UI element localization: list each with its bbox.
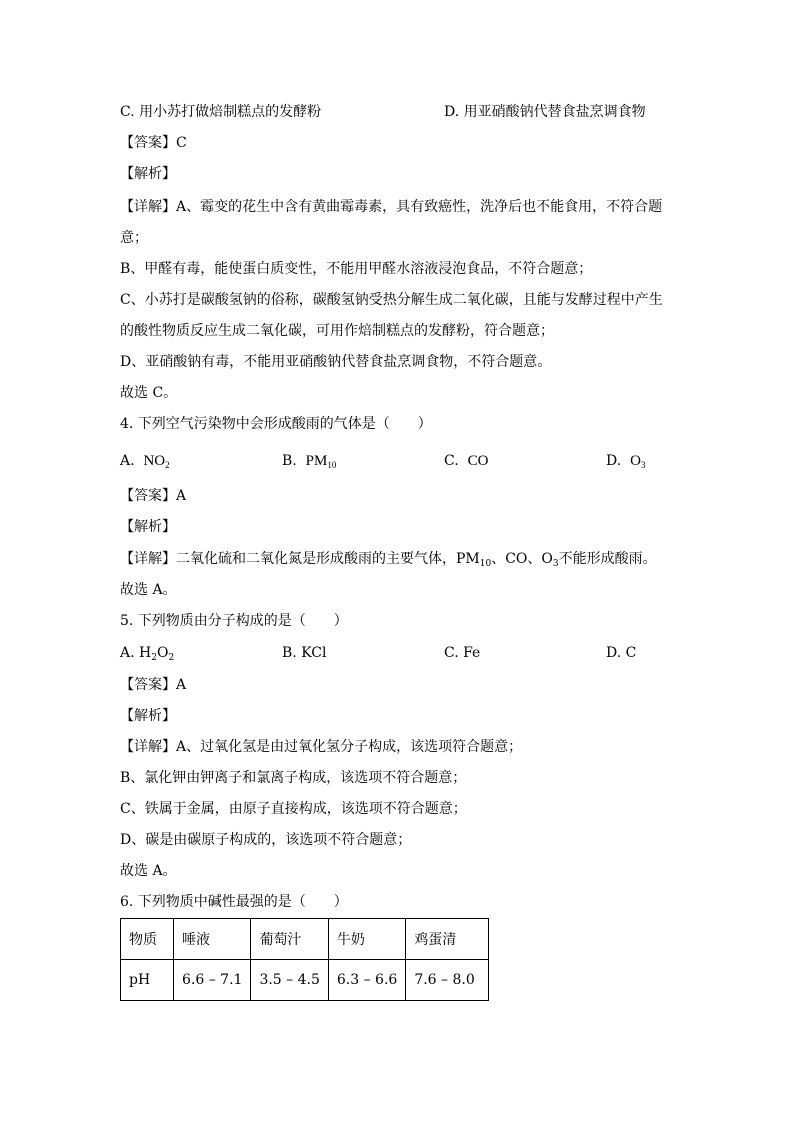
table-cell: 7.6 – 8.0 [406, 960, 489, 1001]
q5-detail-4: D、碳是由碳原子构成的，该选项不符合题意； [120, 832, 412, 848]
q5-option-a-pre: A. H [120, 645, 152, 661]
table-cell: 鸡蛋清 [406, 919, 489, 960]
q5-analysis-heading: 【解析】 [120, 708, 176, 724]
q5-option-a-subscript-1: 2 [151, 653, 157, 663]
q4-option-a [120, 451, 170, 471]
table-cell: pH [121, 960, 174, 1001]
q4-option-a-subscript: 2 [165, 460, 170, 470]
q3-analysis-heading: 【解析】 [120, 166, 176, 182]
q4-option-d-subscript: 3 [640, 460, 646, 470]
table-row [121, 919, 489, 960]
q5-answer: 【答案】A [120, 677, 187, 693]
table-cell: 唾液 [174, 919, 251, 960]
q4-analysis-heading: 【解析】 [120, 519, 176, 535]
q4-option-b [282, 451, 336, 471]
table-cell: 牛奶 [328, 919, 405, 960]
table-cell: 3.5 – 4.5 [251, 960, 328, 1001]
q4-detail-mid: 、CO、O [491, 551, 553, 567]
q5-option-c: C. Fe [444, 645, 481, 661]
table-row [121, 960, 489, 1001]
q4-option-b-label: B. [282, 453, 297, 469]
q4-option-d-label: D. [606, 453, 622, 469]
q3-detail-1a: 【详解】A、霉变的花生中含有黄曲霉毒素，具有致癌性，洗净后也不能食用，不符合题 [120, 199, 663, 215]
q3-conclusion: 故选 C。 [120, 385, 178, 401]
q5-conclusion: 故选 A。 [120, 863, 177, 879]
q4-detail [120, 549, 657, 569]
q5-detail-2: B、氯化钾由钾离子和氯离子构成，该选项不符合题意； [120, 770, 467, 786]
q4-detail-pre: 【详解】二氧化硫和二氧化氮是形成酸雨的主要气体，PM [120, 551, 480, 567]
q5-option-a [120, 643, 174, 663]
q4-detail-post: 不能形成酸雨。 [558, 551, 657, 567]
q5-detail-3: C、铁属于金属，由原子直接构成，该选项不符合题意； [120, 801, 467, 817]
q4-conclusion: 故选 A。 [120, 582, 177, 598]
ph-table [120, 918, 489, 1001]
q3-detail-3a: C、小苏打是碳酸氢钠的俗称，碳酸氢钠受热分解生成二氧化碳，且能与发酵过程中产生 [120, 292, 663, 308]
q5-option-b: B. KCl [282, 645, 327, 661]
q3-answer: 【答案】C [120, 135, 187, 151]
table-cell: 6.3 – 6.6 [328, 960, 405, 1001]
q5-detail-1: 【详解】A、过氧化氢是由过氧化氢分子构成，该选项符合题意； [120, 739, 523, 755]
q4-option-d [606, 451, 645, 471]
q4-option-a-label: A. [120, 453, 135, 469]
q3-detail-4: D、亚硝酸钠有毒，不能用亚硝酸钠代替食盐烹调食物，不符合题意。 [120, 354, 552, 370]
q4-option-b-formula: PM [305, 453, 328, 469]
q3-detail-1b: 意； [120, 230, 148, 246]
q4-option-d-formula: O [630, 453, 641, 469]
q6-question: 6. 下列物质中碱性最强的是（ ） [120, 894, 348, 910]
q5-option-a-mid: O [156, 645, 169, 661]
q4-option-b-subscript: 10 [327, 460, 337, 470]
table-cell: 葡萄汁 [251, 919, 328, 960]
q3-option-d: D. 用亚硝酸钠代替食盐烹调食物 [444, 104, 646, 120]
q3-option-c: C. 用小苏打做焙制糕点的发酵粉 [120, 104, 322, 120]
q4-answer: 【答案】A [120, 488, 187, 504]
table-cell: 6.6 – 7.1 [174, 960, 251, 1001]
q4-question: 4. 下列空气污染物中会形成酸雨的气体是（ ） [120, 416, 432, 432]
q3-detail-3b: 的酸性物质反应生成二氧化碳，可用作焙制糕点的发酵粉，符合题意； [120, 323, 554, 339]
q4-option-c-formula: CO [467, 453, 489, 469]
q4-detail-o-subscript: 3 [552, 559, 559, 569]
q4-detail-pm-subscript: 10 [479, 559, 492, 569]
q4-option-c [444, 451, 488, 471]
q3-detail-2: B、甲醛有毒，能使蛋白质变性，不能用甲醛水溶液浸泡食品，不符合题意； [120, 261, 593, 277]
q4-option-a-formula: NO [143, 453, 166, 469]
q4-option-c-label: C. [444, 453, 459, 469]
table-cell: 物质 [121, 919, 174, 960]
q5-option-d: D. C [606, 645, 637, 661]
q5-question: 5. 下列物质由分子构成的是（ ） [120, 613, 348, 629]
q5-option-a-subscript-2: 2 [168, 653, 175, 663]
